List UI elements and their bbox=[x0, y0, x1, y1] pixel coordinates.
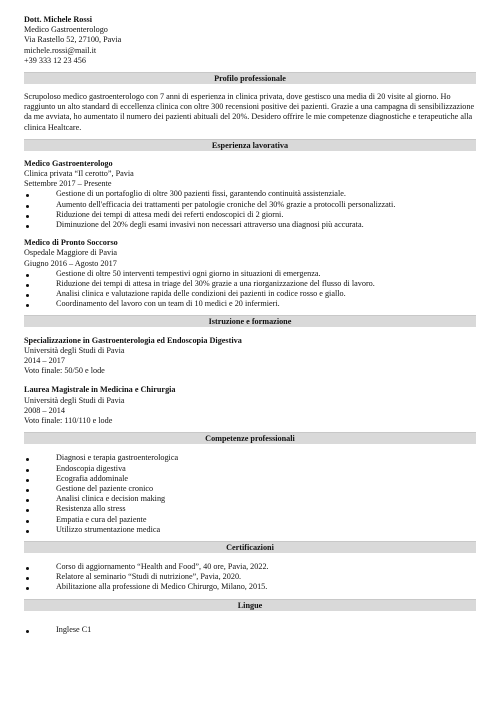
list-item: Diminuzione del 20% degli esami invasivi non necessari attraverso una diagnosi più accurata. bbox=[24, 220, 476, 230]
list-item: Relatore al seminario “Studi di nutrizione”, Pavia, 2020. bbox=[24, 572, 476, 582]
list-item: Inglese C1 bbox=[24, 625, 476, 635]
candidate-name: Dott. Michele Rossi bbox=[24, 15, 92, 24]
list-item: Analisi clinica e decision making bbox=[24, 494, 476, 504]
job-bullets bbox=[24, 189, 476, 230]
section-header-education: Istruzione e formazione bbox=[24, 315, 476, 327]
job-dates: Settembre 2017 – Presente bbox=[24, 179, 112, 189]
education-dates: 2008 – 2014 bbox=[24, 405, 65, 415]
section-header-skills: Competenze professionali bbox=[24, 432, 476, 444]
list-item: Riduzione dei tempi di attesa in triage del 30% grazie a una riorganizzazione del flusso di lavoro. bbox=[24, 279, 476, 289]
section-header-certifications: Certificazioni bbox=[24, 541, 476, 553]
candidate-email: michele.rossi@mail.it bbox=[24, 45, 97, 55]
list-item: Gestione del paziente cronico bbox=[24, 484, 476, 494]
section-header-experience: Esperienza lavorativa bbox=[24, 139, 476, 151]
education-grade: Voto finale: 110/110 e lode bbox=[24, 416, 113, 426]
resume-page bbox=[24, 15, 476, 635]
degree-title: Specializzazione in Gastroenterologia ed Endoscopia Digestiva bbox=[24, 335, 242, 345]
education-grade: Voto finale: 50/50 e lode bbox=[24, 366, 105, 376]
list-item: Aumento dell'efficacia dei trattamenti per patologie croniche del 30% grazie a protocolli personalizzati. bbox=[24, 200, 476, 210]
list-item: Coordinamento del lavoro con un team di 10 medici e 20 infermieri. bbox=[24, 299, 476, 309]
list-item: Analisi clinica e valutazione rapida delle condizioni dei pazienti in codice rosso e giallo. bbox=[24, 289, 476, 299]
list-item: Empatia e cura del paziente bbox=[24, 515, 476, 525]
section-header-profile: Profilo professionale bbox=[24, 72, 476, 84]
experience-entry bbox=[24, 159, 476, 230]
candidate-address: Via Rastello 52, 27100, Pavia bbox=[24, 35, 122, 45]
school-name: Università degli Studi di Pavia bbox=[24, 345, 125, 355]
certifications-list bbox=[24, 562, 476, 593]
list-item: Utilizzo strumentazione medica bbox=[24, 525, 476, 535]
education-dates: 2014 – 2017 bbox=[24, 356, 65, 366]
education-entry bbox=[24, 385, 476, 426]
list-item: Ecografia addominale bbox=[24, 474, 476, 484]
job-role: Medico di Pronto Soccorso bbox=[24, 238, 118, 248]
job-place: Ospedale Maggiore di Pavia bbox=[24, 248, 117, 258]
list-item: Abilitazione alla professione di Medico Chirurgo, Milano, 2015. bbox=[24, 582, 476, 592]
job-bullets bbox=[24, 269, 476, 310]
section-header-languages: Lingue bbox=[24, 599, 476, 611]
list-item: Riduzione dei tempi di attesa medi dei referti endoscopici di 2 giorni. bbox=[24, 210, 476, 220]
list-item: Endoscopia digestiva bbox=[24, 464, 476, 474]
job-role: Medico Gastroenterologo bbox=[24, 158, 113, 168]
school-name: Università degli Studi di Pavia bbox=[24, 395, 125, 405]
degree-title: Laurea Magistrale in Medicina e Chirurgia bbox=[24, 385, 176, 395]
list-item: Diagnosi e terapia gastroenterologica bbox=[24, 453, 476, 463]
list-item: Resistenza allo stress bbox=[24, 504, 476, 514]
job-dates: Giugno 2016 – Agosto 2017 bbox=[24, 258, 117, 268]
education-entry bbox=[24, 336, 476, 377]
profile-summary: Scrupoloso medico gastroenterologo con 7 anni di esperienza in clinica privata, dove gestisco una media di 20 visite al giorno. Ho raggiunto un alto standard di eccellenza clinica con oltre 300 recensioni positive dei pazienti. Grazie a una campagna di sensibilizzazione da me avviata, ho aumentato il numero dei pazienti abituali del 20%. Desidero offrire le mie competenze diagnostiche e terapeutiche alla clinica Healtcare. bbox=[24, 92, 475, 132]
job-place: Clinica privata “Il cerotto”, Pavia bbox=[24, 169, 134, 179]
list-item: Corso di aggiornamento “Health and Food”, 40 ore, Pavia, 2022. bbox=[24, 562, 476, 572]
skills-list bbox=[24, 453, 476, 535]
candidate-title: Medico Gastroenterologo bbox=[24, 25, 108, 35]
experience-entry bbox=[24, 238, 476, 309]
list-item: Gestione di oltre 50 interventi tempestivi ogni giorno in situazioni di emergenza. bbox=[24, 269, 476, 279]
candidate-phone: +39 333 12 23 456 bbox=[24, 55, 86, 65]
list-item: Gestione di un portafoglio di oltre 300 pazienti fissi, garantendo continuità assistenziale. bbox=[24, 189, 476, 199]
contact-header bbox=[24, 15, 476, 66]
languages-list bbox=[24, 625, 476, 635]
